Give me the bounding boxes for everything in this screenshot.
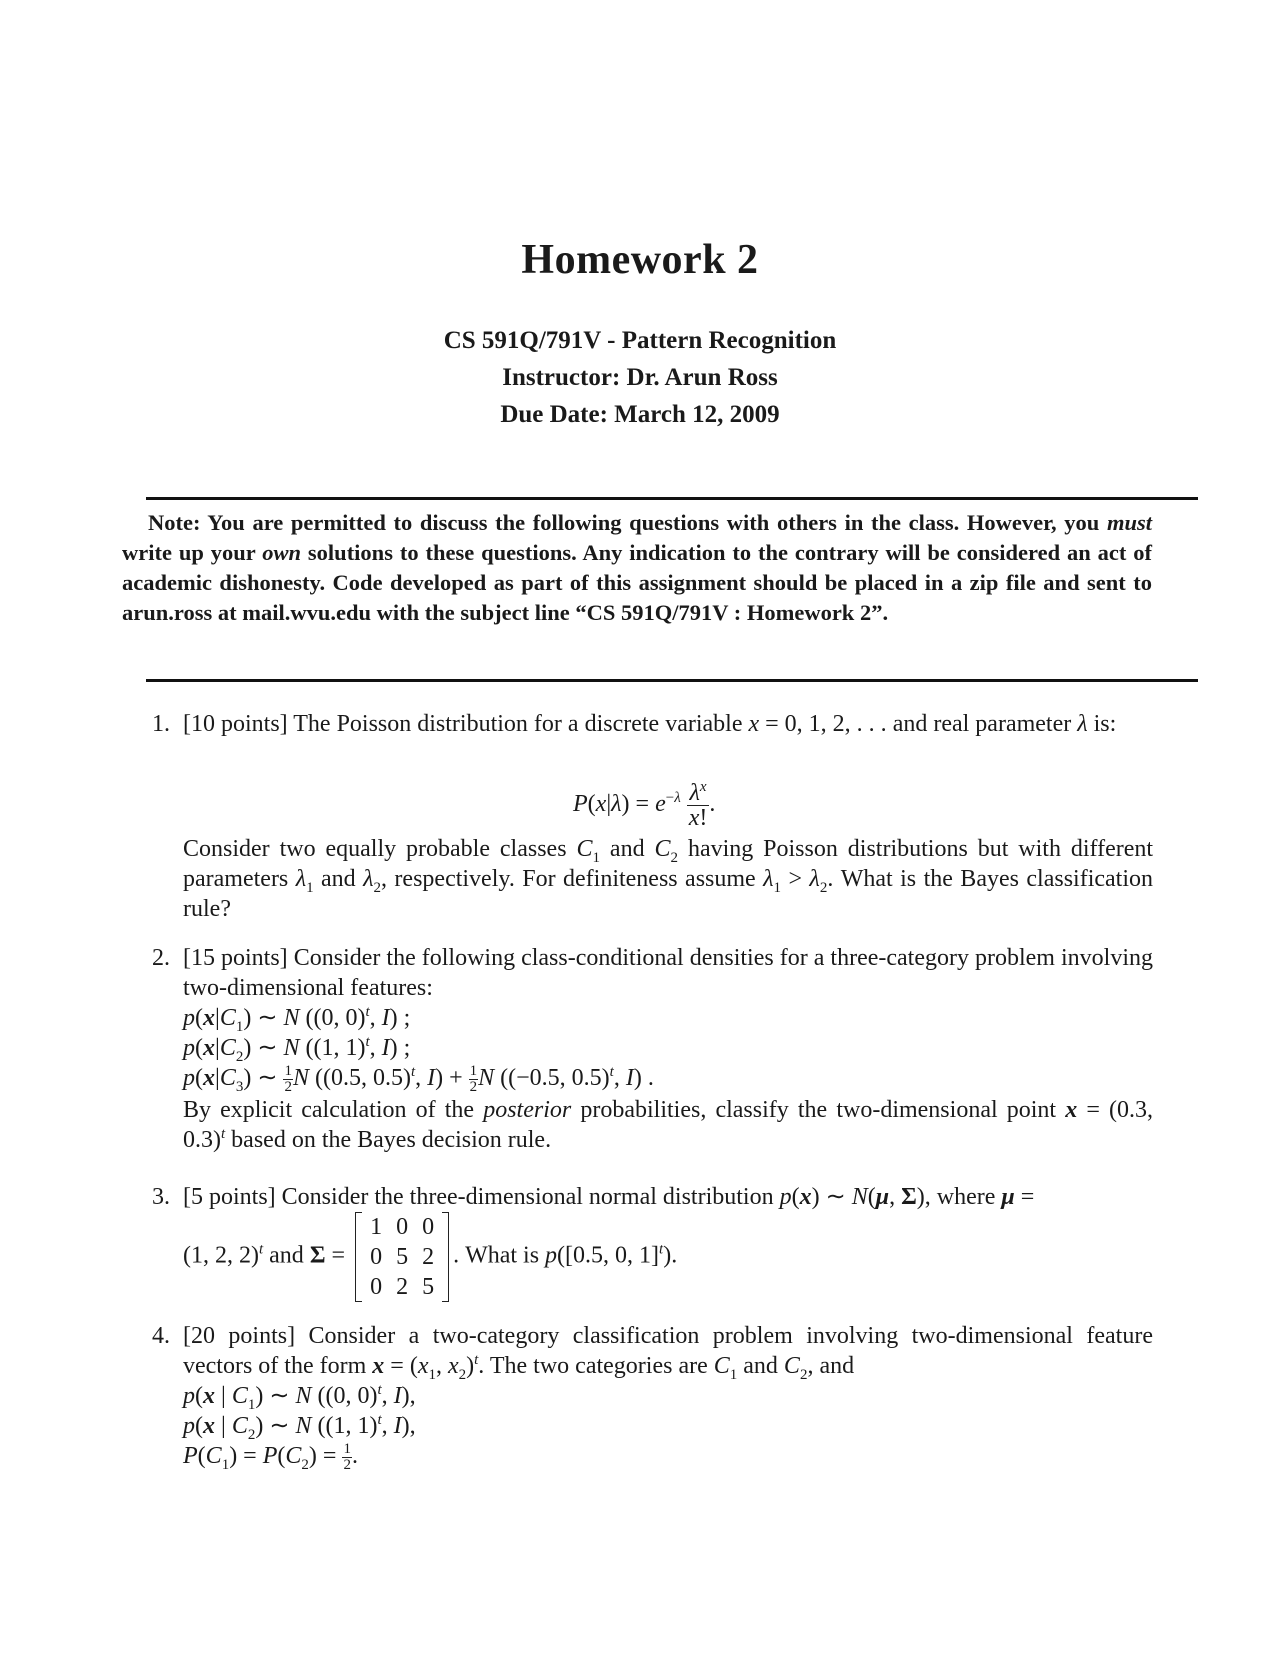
question-1-body: [10 points] The Poisson distribution for a discrete variable x = 0, 1, 2, . . . and real parameter λ is: <box>183 711 1117 737</box>
due-date-line: Due Date: March 12, 2009 <box>500 401 780 428</box>
question-number: 3. <box>152 1184 170 1210</box>
question-number: 1. <box>152 711 170 737</box>
question-1 <box>0 709 1280 922</box>
page-title: Homework 2 <box>521 237 759 283</box>
note-label: Note: <box>148 510 201 535</box>
question-3-body-2: (1, 2, 2)$^t$ and Σ = 1 0 0 0 5 2 0 2 5 . What is p([0.5, 0, 1]$^t$). <box>183 1214 678 1300</box>
question-2-body-2: By explicit calculation of the posterior probabilities, classify the two-dimensional point x = (0.3, 0.3)$^t$ based on the Bayes decision rule. <box>183 1097 1153 1153</box>
note-paragraph <box>122 508 1152 628</box>
question-points: [10 points] <box>183 711 288 737</box>
poisson-formula: $P(x|\lambda) = e^{-\lambda}$ $\frac{\lambda^x}{x!}$ . <box>573 779 716 831</box>
question-1-body-2: Consider two equally probable classes $C_1$ and $C_2$ having Poisson distributions but with different parameters $\lambda_1$ and $\lambda_2$, respectively. For definiteness assume $\lambda_1 > \lambda_2$. What is the Bayes classification rule? <box>183 836 1154 922</box>
question-3 <box>0 1182 1280 1322</box>
header-block <box>0 322 1280 433</box>
note-text-1: You are permitted to discuss the following questions with others in the class. However, you <box>207 510 1100 535</box>
note-text-2: write up your <box>122 540 256 565</box>
bottom-divider <box>146 679 1198 682</box>
question-points: [5 points] <box>183 1184 276 1210</box>
top-divider <box>146 497 1198 500</box>
course-line: CS 591Q/791V - Pattern Recognition <box>443 327 837 354</box>
note-text-3: solutions to these questions. Any indication to the contrary will be considered an act of academic dishonesty. Code developed as part of this assignment should be placed in a zip file and sent to arun.ross at mail.wvu.edu with the subject line “CS 591Q/791V : Homework 2”. <box>122 540 1153 625</box>
question-points: [15 points] <box>183 945 288 971</box>
question-3-body: [5 points] Consider the three-dimensional normal distribution p(x) ∼ N(μ, Σ), where μ = <box>183 1184 1035 1210</box>
sigma-matrix: 1 0 0 0 5 2 0 2 5 <box>355 1212 449 1302</box>
question-number: 2. <box>152 945 170 971</box>
question-4 <box>0 1321 1280 1481</box>
question-4-equations: p(x | $C_1$) ∼ N ((0, 0)$^t$, I), p(x | $C_2$) ∼ N ((1, 1)$^t$, I), $P(C_1) = P(C_2)$ = $\frac{1}{2}$ . <box>183 1382 416 1473</box>
question-2-body: [15 points] Consider the following class-conditional densities for a three-category problem involving two-dimensional features: <box>183 945 1153 1001</box>
question-4-body: [20 points] Consider a two-category classification problem involving two-dimensional feature vectors of the form $x = (x_1$, $x_2)^t$. The two categories are $C_1$ and $C_2$, and <box>183 1323 1153 1383</box>
question-2-densities: $p(x|C_1)$ ∼ N ((0, 0)$^t$, I) ; $p(x|C_2)$ ∼ N ((1, 1)$^t$, I) ; $p(x|C_3)$ ∼ $\frac{1}{2}$ N ((0.5, 0.5)$^t$, I) + $\frac{1}{2}$ N ((−0.5, 0.5)$^t$, I) . <box>183 1004 654 1095</box>
question-points: [20 points] <box>183 1323 296 1349</box>
note-must: must <box>1106 510 1152 535</box>
instructor-line: Instructor: Dr. Arun Ross <box>502 364 778 391</box>
note-own: own <box>262 540 302 565</box>
question-number: 4. <box>152 1323 170 1349</box>
question-2 <box>0 943 1280 1163</box>
